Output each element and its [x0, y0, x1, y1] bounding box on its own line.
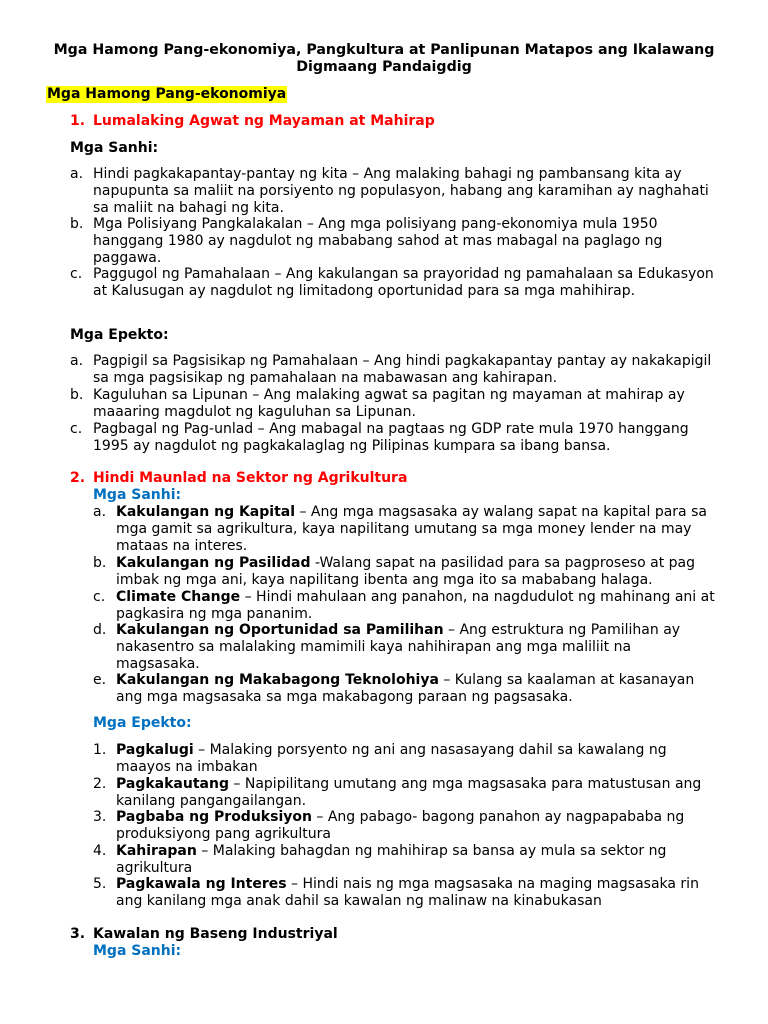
list-marker: a.	[70, 166, 84, 182]
term: Kakulangan ng Makabagong Teknolohiya	[116, 672, 439, 688]
term-description: – Kulang sa kaalaman at kasanayan ang mga magsasaka sa mga makabagong paraan ng pagsasaka.	[116, 672, 695, 705]
list-marker: b.	[93, 555, 107, 571]
term: Kahirapan	[116, 843, 197, 859]
list-text	[116, 622, 716, 672]
list-marker: 1.	[93, 742, 107, 758]
term-description: – Malaking bahagdan ng mahihirap sa bansa ay mula sa sektor ng agrikultura	[116, 843, 667, 876]
term: Kakulangan ng Oportunidad sa Pamilihan	[116, 622, 444, 638]
s1-heading: Lumalaking Agwat ng Mayaman at Mahirap	[93, 113, 435, 129]
list-text	[116, 843, 716, 877]
list-marker: c.	[70, 421, 83, 437]
s2-epekto-label: Mga Epekto:	[93, 715, 192, 731]
document-title: Mga Hamong Pang-ekonomiya, Pangkultura at Panlipunan Matapos ang Ikalawang Digmaang Pandaigdig	[53, 42, 715, 75]
term-description: – Ang pabago- bagong panahon ay nagpapababa ng produksiyong pang agrikultura	[116, 809, 685, 842]
s1-number: 1.	[70, 113, 86, 129]
list-marker: 3.	[93, 809, 107, 825]
list-marker: e.	[93, 672, 107, 688]
list-text: Hindi pagkakapantay-pantay ng kita – Ang malaking bahagi ng pambansang kita ay napupunta sa maliit na porsiyento ng populasyon, habang ang karamihan ay naghahati sa maliit na bahagi ng kita.	[93, 166, 709, 216]
section-heading: Mga Hamong Pang-ekonomiya	[47, 86, 287, 102]
list-text	[116, 504, 716, 554]
list-marker: a.	[70, 353, 84, 369]
list-text	[116, 672, 716, 706]
term-description: -Walang sapat na pasilidad para sa pagproseso at pag imbak ng mga ani, kaya napilitang ibenta ang mga ito sa mababang halaga.	[116, 555, 695, 588]
list-text	[116, 742, 716, 776]
list-marker: b.	[70, 216, 84, 232]
list-text	[116, 776, 716, 810]
list-marker: c.	[93, 589, 106, 605]
s1-epekto-label: Mga Epekto:	[70, 327, 169, 343]
list-text: Paggugol ng Pamahalaan – Ang kakulangan sa prayoridad ng pamahalaan sa Edukasyon at Kalusugan ay nagdulot ng limitadong oportunidad para sa mga mahihirap.	[93, 266, 714, 299]
term: Kakulangan ng Kapital	[116, 504, 296, 520]
term: Climate Change	[116, 589, 241, 605]
s1-sanhi-label: Mga Sanhi:	[70, 140, 159, 156]
s3-sanhi-label: Mga Sanhi:	[93, 943, 182, 959]
list-marker: a.	[93, 504, 107, 520]
list-marker: 4.	[93, 843, 107, 859]
term-description: – Ang mga magsasaka ay walang sapat na kapital para sa mga gamit sa agrikultura, kaya napilitang umutang sa mga money lender na may mataas na interes.	[116, 504, 707, 554]
term-description: – Hindi mahulaan ang panahon, na nagdudulot ng mahinang ani at pagkasira ng mga pananim.	[116, 589, 715, 622]
list-marker: d.	[93, 622, 107, 638]
term-description: – Napipilitang umutang ang mga magsasaka para matustusan ang kanilang pangangailangan.	[116, 776, 702, 809]
s2-heading: Hindi Maunlad na Sektor ng Agrikultura	[93, 470, 408, 486]
term: Pagkalugi	[116, 742, 194, 758]
term-description: – Hindi nais ng mga magsasaka na maging magsasaka rin ang kanilang mga anak dahil sa kawalan ng malinaw na kinabukasan	[116, 876, 699, 909]
list-text: Kaguluhan sa Lipunan – Ang malaking agwat sa pagitan ng mayaman at mahirap ay maaaring magdulot ng kaguluhan sa Lipunan.	[93, 387, 685, 420]
list-text	[116, 555, 716, 589]
term: Pagkawala ng Interes	[116, 876, 287, 892]
s3-heading: Kawalan ng Baseng Industriyal	[93, 926, 338, 942]
list-text	[116, 809, 716, 843]
s2-number: 2.	[70, 470, 86, 486]
list-text	[116, 876, 716, 910]
term: Pagbaba ng Produksiyon	[116, 809, 312, 825]
list-marker: b.	[70, 387, 84, 403]
list-marker: 2.	[93, 776, 107, 792]
list-text	[116, 589, 716, 623]
term: Pagkakautang	[116, 776, 229, 792]
term: Kakulangan ng Pasilidad	[116, 555, 311, 571]
term-description: – Malaking porsyento ng ani ang nasasayang dahil sa kawalang ng maayos na imbakan	[116, 742, 667, 775]
list-marker: 5.	[93, 876, 107, 892]
s2-sanhi-label: Mga Sanhi:	[93, 487, 182, 503]
list-text: Pagpigil sa Pagsisikap ng Pamahalaan – Ang hindi pagkakapantay pantay ay nakakapigil sa mga pagsisikap ng pamahalaan na mabawasan ang kahirapan.	[93, 353, 712, 386]
list-text: Mga Polisiyang Pangkalakalan – Ang mga polisiyang pang-ekonomiya mula 1950 hanggang 1980 ay nagdulot ng mababang sahod at mas mabagal na paglago ng paggawa.	[93, 216, 663, 266]
list-text: Pagbagal ng Pag-unlad – Ang mabagal na pagtaas ng GDP rate mula 1970 hanggang 1995 ay nagdulot ng pagkakalaglag ng Pilipinas kumpara sa ibang bansa.	[93, 421, 689, 454]
s3-number: 3.	[70, 926, 86, 942]
term-description: – Ang estruktura ng Pamilihan ay nakasentro sa malalaking mamimili kaya nahihirapan ang mga maliliit na magsasaka.	[116, 622, 681, 672]
list-marker: c.	[70, 266, 83, 282]
